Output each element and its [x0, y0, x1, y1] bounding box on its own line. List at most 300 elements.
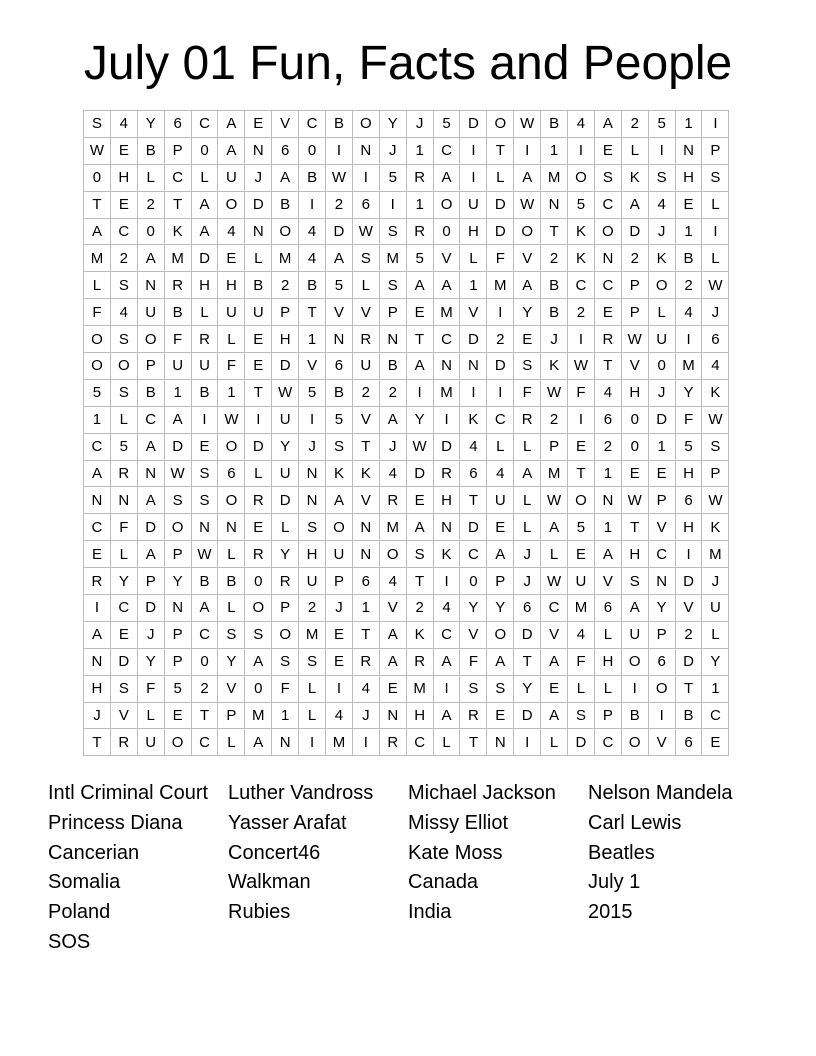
grid-cell: D	[137, 595, 164, 622]
grid-cell: F	[487, 245, 514, 272]
grid-cell: 1	[702, 675, 729, 702]
grid-cell: N	[594, 245, 621, 272]
grid-cell: T	[460, 729, 487, 756]
grid-cell: E	[568, 433, 595, 460]
grid-cell: O	[487, 621, 514, 648]
grid-cell: M	[541, 460, 568, 487]
grid-cell: B	[137, 379, 164, 406]
grid-cell: A	[191, 218, 218, 245]
grid-cell: 5	[110, 433, 137, 460]
grid-cell: S	[245, 621, 272, 648]
grid-cell: W	[541, 487, 568, 514]
grid-cell: S	[326, 433, 353, 460]
grid-row	[84, 164, 729, 191]
grid-cell: F	[272, 675, 299, 702]
grid-cell: T	[406, 326, 433, 353]
grid-cell: I	[352, 729, 379, 756]
grid-cell: S	[164, 487, 191, 514]
grid-cell: R	[379, 487, 406, 514]
grid-cell: T	[84, 729, 111, 756]
word-list-item: Cancerian	[48, 841, 140, 864]
grid-row	[84, 514, 729, 541]
grid-cell: M	[433, 379, 460, 406]
grid-cell: I	[648, 137, 675, 164]
grid-cell: Y	[272, 433, 299, 460]
grid-cell: B	[621, 702, 648, 729]
grid-cell: I	[84, 595, 111, 622]
grid-row	[84, 568, 729, 595]
grid-cell: A	[84, 218, 111, 245]
grid-row	[84, 245, 729, 272]
grid-cell: B	[541, 272, 568, 299]
grid-cell: S	[84, 111, 111, 138]
grid-cell: A	[245, 729, 272, 756]
grid-cell: 5	[675, 433, 702, 460]
grid-cell: C	[594, 729, 621, 756]
grid-cell: W	[164, 460, 191, 487]
grid-cell: S	[110, 675, 137, 702]
grid-cell: 1	[594, 460, 621, 487]
grid-cell: E	[245, 326, 272, 353]
word-list-item: Kate Moss	[408, 841, 503, 864]
grid-cell: E	[406, 487, 433, 514]
grid-cell: R	[460, 702, 487, 729]
grid-cell: W	[541, 568, 568, 595]
grid-cell: H	[406, 702, 433, 729]
grid-cell: P	[164, 621, 191, 648]
grid-cell: K	[326, 460, 353, 487]
grid-cell: F	[137, 675, 164, 702]
grid-cell: 2	[541, 245, 568, 272]
grid-cell: L	[541, 541, 568, 568]
grid-cell: H	[433, 487, 460, 514]
grid-cell: A	[137, 245, 164, 272]
grid-cell: 1	[675, 218, 702, 245]
grid-cell: L	[245, 245, 272, 272]
grid-cell: S	[218, 621, 245, 648]
grid-cell: C	[191, 111, 218, 138]
word-list-item: Beatles	[588, 841, 655, 864]
grid-cell: P	[541, 433, 568, 460]
grid-cell: O	[352, 111, 379, 138]
grid-cell: W	[84, 137, 111, 164]
grid-cell: P	[164, 137, 191, 164]
grid-cell: A	[406, 353, 433, 380]
grid-cell: O	[272, 621, 299, 648]
grid-cell: P	[594, 702, 621, 729]
grid-cell: L	[191, 164, 218, 191]
grid-cell: U	[137, 299, 164, 326]
grid-cell: E	[84, 541, 111, 568]
grid-cell: E	[487, 702, 514, 729]
grid-cell: H	[675, 514, 702, 541]
grid-cell: A	[326, 487, 353, 514]
grid-cell: A	[433, 702, 460, 729]
grid-cell: 5	[648, 111, 675, 138]
grid-cell: Y	[514, 675, 541, 702]
grid-cell: O	[326, 514, 353, 541]
grid-cell: E	[406, 299, 433, 326]
grid-cell: I	[568, 137, 595, 164]
grid-cell: 1	[406, 137, 433, 164]
grid-cell: R	[110, 460, 137, 487]
grid-cell: 2	[675, 621, 702, 648]
grid-cell: 6	[675, 729, 702, 756]
grid-cell: I	[433, 568, 460, 595]
grid-cell: N	[299, 460, 326, 487]
grid-cell: 4	[648, 191, 675, 218]
grid-cell: P	[137, 568, 164, 595]
grid-cell: I	[379, 191, 406, 218]
grid-cell: C	[487, 406, 514, 433]
grid-row	[84, 406, 729, 433]
grid-cell: 4	[110, 299, 137, 326]
grid-cell: B	[191, 568, 218, 595]
grid-cell: C	[110, 218, 137, 245]
grid-cell: S	[191, 487, 218, 514]
grid-cell: B	[326, 111, 353, 138]
grid-cell: N	[272, 729, 299, 756]
grid-cell: U	[460, 191, 487, 218]
grid-cell: N	[326, 326, 353, 353]
grid-cell: T	[352, 433, 379, 460]
grid-cell: F	[84, 299, 111, 326]
word-search-grid	[83, 110, 729, 756]
grid-cell: 1	[541, 137, 568, 164]
grid-cell: B	[541, 111, 568, 138]
grid-cell: P	[621, 272, 648, 299]
grid-cell: F	[218, 353, 245, 380]
grid-cell: 0	[433, 218, 460, 245]
grid-cell: K	[702, 514, 729, 541]
grid-cell: I	[326, 137, 353, 164]
grid-cell: M	[272, 245, 299, 272]
grid-cell: K	[352, 460, 379, 487]
grid-cell: J	[379, 433, 406, 460]
grid-row	[84, 648, 729, 675]
grid-cell: E	[675, 191, 702, 218]
grid-cell: P	[272, 299, 299, 326]
grid-cell: 6	[594, 406, 621, 433]
grid-cell: L	[433, 729, 460, 756]
grid-cell: K	[460, 406, 487, 433]
grid-cell: C	[191, 621, 218, 648]
grid-cell: A	[487, 648, 514, 675]
grid-cell: S	[648, 164, 675, 191]
grid-cell: E	[379, 675, 406, 702]
grid-cell: U	[648, 326, 675, 353]
grid-cell: P	[648, 621, 675, 648]
grid-cell: J	[137, 621, 164, 648]
grid-cell: A	[514, 460, 541, 487]
grid-cell: O	[568, 487, 595, 514]
grid-cell: S	[702, 433, 729, 460]
grid-cell: S	[406, 541, 433, 568]
grid-cell: D	[272, 487, 299, 514]
grid-cell: N	[137, 272, 164, 299]
grid-cell: Y	[137, 648, 164, 675]
grid-cell: A	[137, 541, 164, 568]
grid-cell: 0	[245, 675, 272, 702]
grid-cell: I	[648, 702, 675, 729]
grid-cell: O	[433, 191, 460, 218]
grid-cell: T	[191, 702, 218, 729]
grid-cell: M	[568, 595, 595, 622]
grid-cell: R	[245, 487, 272, 514]
grid-cell: O	[218, 487, 245, 514]
grid-row	[84, 702, 729, 729]
grid-cell: H	[84, 675, 111, 702]
grid-cell: 5	[164, 675, 191, 702]
grid-cell: T	[245, 379, 272, 406]
grid-cell: T	[487, 137, 514, 164]
grid-cell: 2	[594, 433, 621, 460]
grid-cell: 2	[137, 191, 164, 218]
grid-cell: V	[218, 675, 245, 702]
grid-cell: D	[514, 702, 541, 729]
word-list-item: Nelson Mandela	[588, 782, 733, 804]
grid-cell: F	[514, 379, 541, 406]
grid-cell: L	[487, 164, 514, 191]
grid-cell: I	[675, 326, 702, 353]
grid-cell: N	[110, 487, 137, 514]
grid-cell: C	[110, 595, 137, 622]
grid-cell: M	[487, 272, 514, 299]
grid-cell: A	[621, 191, 648, 218]
grid-cell: O	[218, 191, 245, 218]
grid-cell: Y	[272, 541, 299, 568]
grid-cell: N	[352, 514, 379, 541]
grid-cell: E	[487, 514, 514, 541]
grid-cell: A	[164, 406, 191, 433]
grid-cell: 6	[460, 460, 487, 487]
grid-cell: W	[326, 164, 353, 191]
grid-cell: S	[568, 702, 595, 729]
grid-cell: O	[84, 353, 111, 380]
grid-cell: O	[84, 326, 111, 353]
grid-cell: J	[299, 433, 326, 460]
grid-cell: 6	[594, 595, 621, 622]
grid-cell: O	[379, 541, 406, 568]
grid-cell: C	[164, 164, 191, 191]
grid-cell: 5	[406, 245, 433, 272]
grid-cell: U	[352, 353, 379, 380]
grid-cell: D	[621, 218, 648, 245]
grid-row	[84, 299, 729, 326]
grid-cell: D	[675, 648, 702, 675]
grid-cell: O	[218, 433, 245, 460]
grid-cell: E	[245, 514, 272, 541]
grid-cell: D	[272, 353, 299, 380]
grid-cell: C	[433, 326, 460, 353]
grid-cell: J	[84, 702, 111, 729]
grid-cell: Y	[702, 648, 729, 675]
grid-cell: L	[218, 729, 245, 756]
grid-cell: M	[379, 514, 406, 541]
grid-cell: 6	[702, 326, 729, 353]
grid-cell: T	[299, 299, 326, 326]
grid-cell: D	[137, 514, 164, 541]
grid-cell: V	[352, 299, 379, 326]
grid-cell: E	[110, 621, 137, 648]
grid-cell: A	[137, 487, 164, 514]
word-list-item: Poland	[48, 901, 111, 924]
grid-cell: Y	[514, 299, 541, 326]
grid-cell: 4	[433, 595, 460, 622]
grid-cell: S	[110, 379, 137, 406]
grid-cell: U	[326, 541, 353, 568]
grid-cell: U	[164, 353, 191, 380]
grid-cell: I	[433, 406, 460, 433]
grid-cell: S	[110, 272, 137, 299]
grid-cell: 2	[487, 326, 514, 353]
grid-cell: O	[272, 218, 299, 245]
grid-cell: L	[191, 299, 218, 326]
grid-cell: 1	[675, 111, 702, 138]
grid-cell: P	[487, 568, 514, 595]
grid-cell: P	[621, 299, 648, 326]
grid-cell: A	[594, 541, 621, 568]
grid-cell: H	[218, 272, 245, 299]
grid-cell: 4	[110, 111, 137, 138]
word-list-item: Walkman	[228, 871, 311, 894]
grid-cell: N	[379, 702, 406, 729]
grid-cell: E	[594, 137, 621, 164]
grid-row	[84, 541, 729, 568]
grid-cell: 2	[299, 595, 326, 622]
grid-cell: V	[460, 621, 487, 648]
grid-cell: O	[514, 218, 541, 245]
grid-cell: S	[594, 164, 621, 191]
grid-row	[84, 218, 729, 245]
grid-cell: W	[352, 218, 379, 245]
grid-cell: N	[648, 568, 675, 595]
grid-cell: U	[245, 299, 272, 326]
word-list	[48, 779, 788, 958]
grid-cell: U	[191, 353, 218, 380]
grid-cell: U	[272, 460, 299, 487]
grid-cell: O	[245, 595, 272, 622]
grid-cell: R	[379, 729, 406, 756]
grid-cell: 4	[218, 218, 245, 245]
grid-cell: S	[110, 326, 137, 353]
grid-cell: N	[433, 514, 460, 541]
grid-cell: L	[648, 299, 675, 326]
grid-cell: D	[487, 191, 514, 218]
grid-cell: 4	[299, 218, 326, 245]
grid-cell: 0	[137, 218, 164, 245]
grid-cell: 5	[326, 272, 353, 299]
grid-cell: A	[541, 514, 568, 541]
grid-cell: Y	[460, 595, 487, 622]
grid-cell: S	[352, 245, 379, 272]
grid-cell: E	[621, 460, 648, 487]
grid-cell: W	[702, 272, 729, 299]
grid-cell: L	[137, 164, 164, 191]
grid-cell: V	[541, 621, 568, 648]
grid-cell: L	[272, 514, 299, 541]
grid-cell: K	[702, 379, 729, 406]
grid-row	[84, 353, 729, 380]
grid-cell: L	[541, 729, 568, 756]
grid-cell: T	[594, 353, 621, 380]
grid-cell: V	[460, 299, 487, 326]
grid-cell: 6	[648, 648, 675, 675]
grid-cell: Y	[487, 595, 514, 622]
grid-cell: S	[299, 648, 326, 675]
grid-cell: J	[326, 595, 353, 622]
grid-cell: E	[245, 111, 272, 138]
grid-cell: Y	[675, 379, 702, 406]
grid-cell: J	[702, 299, 729, 326]
grid-cell: R	[164, 272, 191, 299]
grid-cell: I	[460, 379, 487, 406]
grid-cell: C	[84, 433, 111, 460]
grid-cell: D	[648, 406, 675, 433]
grid-cell: D	[406, 460, 433, 487]
grid-cell: L	[594, 675, 621, 702]
grid-cell: I	[460, 164, 487, 191]
grid-cell: I	[702, 218, 729, 245]
word-list-item: 2015	[588, 901, 633, 924]
grid-cell: A	[379, 621, 406, 648]
grid-cell: 1	[460, 272, 487, 299]
grid-cell: 5	[379, 164, 406, 191]
grid-cell: V	[110, 702, 137, 729]
grid-cell: F	[460, 648, 487, 675]
grid-cell: D	[487, 353, 514, 380]
grid-cell: 0	[621, 433, 648, 460]
grid-cell: W	[702, 406, 729, 433]
grid-cell: V	[648, 514, 675, 541]
grid-cell: C	[648, 541, 675, 568]
grid-cell: 0	[460, 568, 487, 595]
grid-cell: L	[137, 702, 164, 729]
grid-cell: 4	[594, 379, 621, 406]
grid-cell: I	[568, 326, 595, 353]
grid-cell: J	[514, 541, 541, 568]
grid-cell: C	[137, 406, 164, 433]
grid-cell: H	[675, 460, 702, 487]
grid-cell: L	[460, 245, 487, 272]
grid-cell: B	[326, 379, 353, 406]
grid-cell: A	[191, 595, 218, 622]
grid-cell: A	[84, 621, 111, 648]
grid-cell: F	[675, 406, 702, 433]
grid-cell: 0	[191, 137, 218, 164]
grid-cell: W	[621, 487, 648, 514]
grid-cell: I	[675, 541, 702, 568]
grid-cell: I	[299, 729, 326, 756]
grid-cell: I	[406, 379, 433, 406]
grid-cell: O	[621, 729, 648, 756]
grid-cell: J	[648, 379, 675, 406]
grid-cell: L	[487, 433, 514, 460]
grid-cell: N	[433, 353, 460, 380]
grid-cell: O	[621, 648, 648, 675]
grid-cell: F	[568, 379, 595, 406]
grid-cell: T	[164, 191, 191, 218]
grid-cell: H	[299, 541, 326, 568]
grid-cell: L	[594, 621, 621, 648]
grid-cell: 4	[568, 621, 595, 648]
grid-cell: R	[514, 406, 541, 433]
grid-cell: 2	[406, 595, 433, 622]
grid-cell: I	[514, 137, 541, 164]
grid-cell: A	[191, 191, 218, 218]
grid-cell: M	[541, 164, 568, 191]
grid-cell: E	[514, 326, 541, 353]
